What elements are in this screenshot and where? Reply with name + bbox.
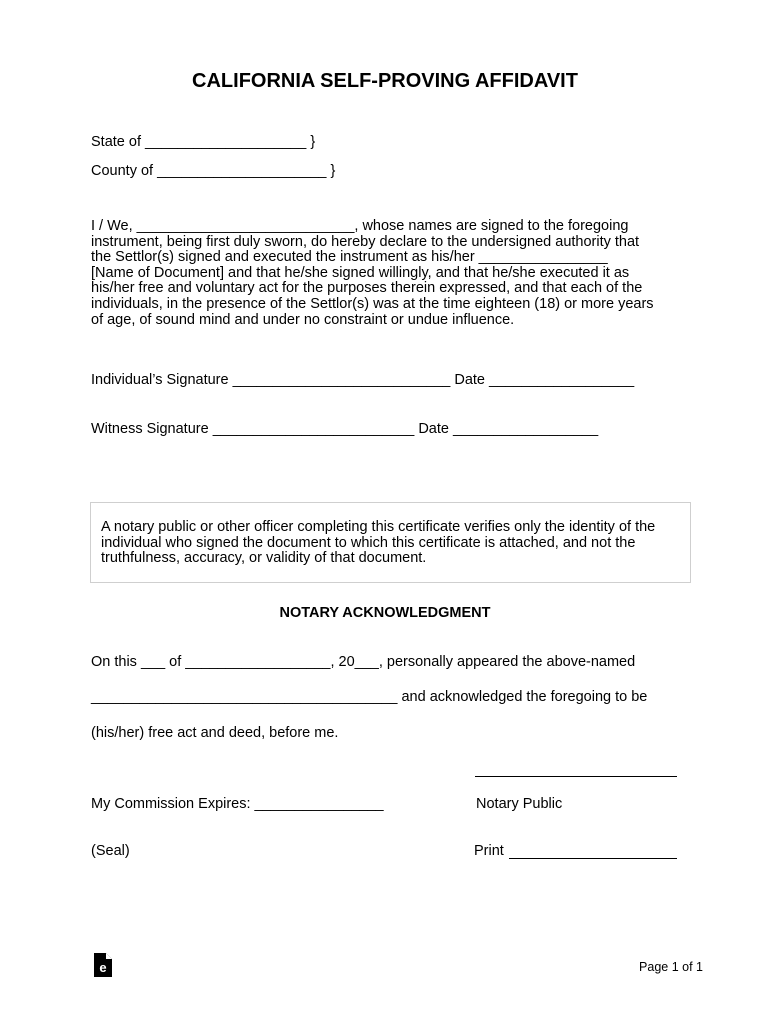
- on-this-line: On this ___ of __________________, 20___, personally appeared the above-named: [91, 654, 636, 670]
- affidavit-paragraph: [91, 219, 681, 328]
- notary-public-label: Notary Public: [476, 796, 563, 812]
- county-field-line: County of _____________________ }: [91, 163, 336, 179]
- individual-signature-line: Individual’s Signature ___________________________ Date __________________: [91, 372, 635, 388]
- state-field-line: State of ____________________ }: [91, 134, 316, 150]
- paragraph-line: his/her free and voluntary act for the purposes therein expressed, and that each of the: [91, 280, 643, 297]
- notary-acknowledgment-heading: NOTARY ACKNOWLEDGMENT: [279, 605, 491, 621]
- paragraph-line: instrument, being first duly sworn, do hereby declare to the undersigned authority that: [91, 233, 640, 250]
- paragraph-line: of age, of sound mind and under no constraint or undue influence.: [91, 311, 515, 328]
- paragraph-line: [Name of Document] and that he/she signed willingly, and that he/she executed it as: [91, 264, 630, 281]
- commission-expires-line: My Commission Expires: ________________: [91, 796, 384, 812]
- document-title: CALIFORNIA SELF-PROVING AFFIDAVIT: [192, 70, 578, 92]
- notice-line: individual who signed the document to which this certificate is attached, and not the: [101, 534, 636, 551]
- free-act-line: (his/her) free act and deed, before me.: [91, 725, 339, 741]
- notice-line: truthfulness, accuracy, or validity of that document.: [101, 550, 427, 567]
- notary-notice-text: [101, 520, 655, 567]
- notary-signature-rule: [475, 776, 677, 777]
- print-name-rule: [509, 858, 677, 859]
- svg-text:e: e: [99, 960, 107, 975]
- paragraph-line: the Settlor(s) signed and executed the instrument as his/her ________________: [91, 249, 608, 266]
- acknowledged-line: ______________________________________ and acknowledged the foregoing to be: [91, 689, 648, 705]
- print-label: Print: [474, 843, 504, 859]
- paragraph-line: individuals, in the presence of the Settlor(s) was at the time eighteen (18) or more years: [91, 295, 654, 312]
- seal-label: (Seal): [91, 843, 130, 859]
- paragraph-line: I / We, ___________________________, whose names are signed to the foregoing: [91, 218, 629, 234]
- document-e-logo-icon: [94, 953, 112, 977]
- notice-line: A notary public or other officer completing this certificate verifies only the identity of the: [101, 519, 656, 535]
- witness-signature-line: Witness Signature _________________________ Date __________________: [91, 421, 599, 437]
- notary-notice-box: [90, 502, 691, 583]
- page-number: Page 1 of 1: [639, 960, 703, 974]
